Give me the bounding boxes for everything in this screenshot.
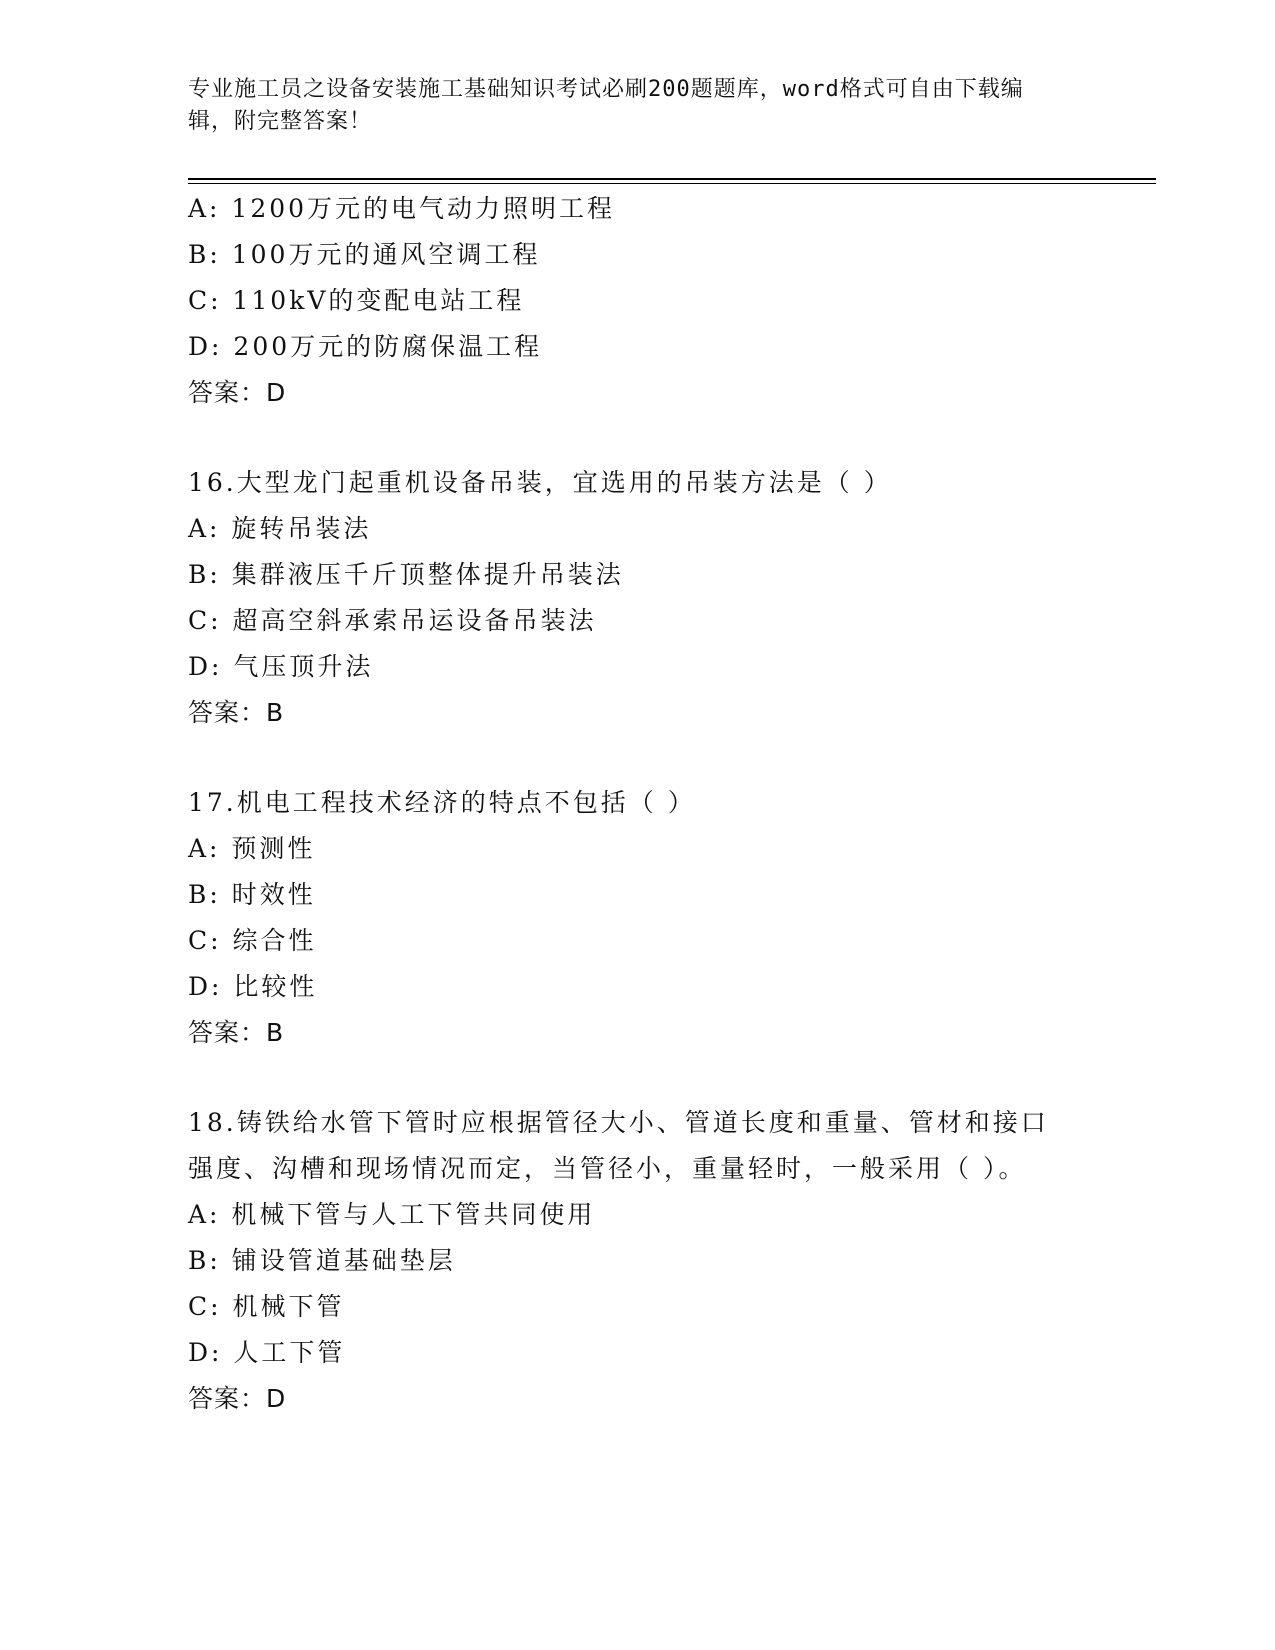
spacer [188,416,1068,460]
spacer [188,1056,1068,1100]
option-c: C: 机械下管 [188,1292,345,1321]
document-header: 专业施工员之设备安装施工基础知识考试必刷200题题库，word格式可自由下载编辑，附完整答案！ [188,77,1024,134]
question-list [188,186,1068,1422]
option-c: C: 110kV的变配电站工程 [188,286,525,315]
question-16 [188,460,1068,736]
option-c: C: 超高空斜承索吊运设备吊装法 [188,606,597,635]
question-18 [188,1100,1068,1422]
answer: 答案：D [188,378,287,407]
question-stem: 17.机电工程技术经济的特点不包括（ ） [188,788,696,817]
option-d: D: 200万元的防腐保温工程 [188,332,543,361]
option-a: A: 1200万元的电气动力照明工程 [188,194,616,223]
option-b: B: 集群液压千斤顶整体提升吊装法 [188,560,624,589]
option-d: D: 气压顶升法 [188,652,374,681]
option-c: C: 综合性 [188,926,317,955]
answer: 答案：D [188,1384,287,1413]
header-divider-thin [188,183,1156,184]
answer: 答案：B [188,698,285,727]
answer: 答案：B [188,1018,285,1047]
question-stem: 16.大型龙门起重机设备吊装，宜选用的吊装方法是（ ） [188,468,892,497]
option-d: D: 比较性 [188,972,318,1001]
question-17 [188,780,1068,1056]
option-d: D: 人工下管 [188,1338,346,1367]
question-stem: 18.铸铁给水管下管时应根据管径大小、管道长度和重量、管材和接口强度、沟槽和现场情况而定，当管径小，重量轻时，一般采用（ ）。 [188,1108,1049,1183]
option-b: B: 100万元的通风空调工程 [188,240,541,269]
option-a: A: 旋转吊装法 [188,514,372,543]
spacer [188,736,1068,780]
option-b: B: 铺设管道基础垫层 [188,1246,456,1275]
question-15 [188,186,1068,416]
option-a: A: 预测性 [188,834,316,863]
header-divider-thick [188,178,1156,180]
option-b: B: 时效性 [188,880,316,909]
option-a: A: 机械下管与人工下管共同使用 [188,1200,596,1229]
